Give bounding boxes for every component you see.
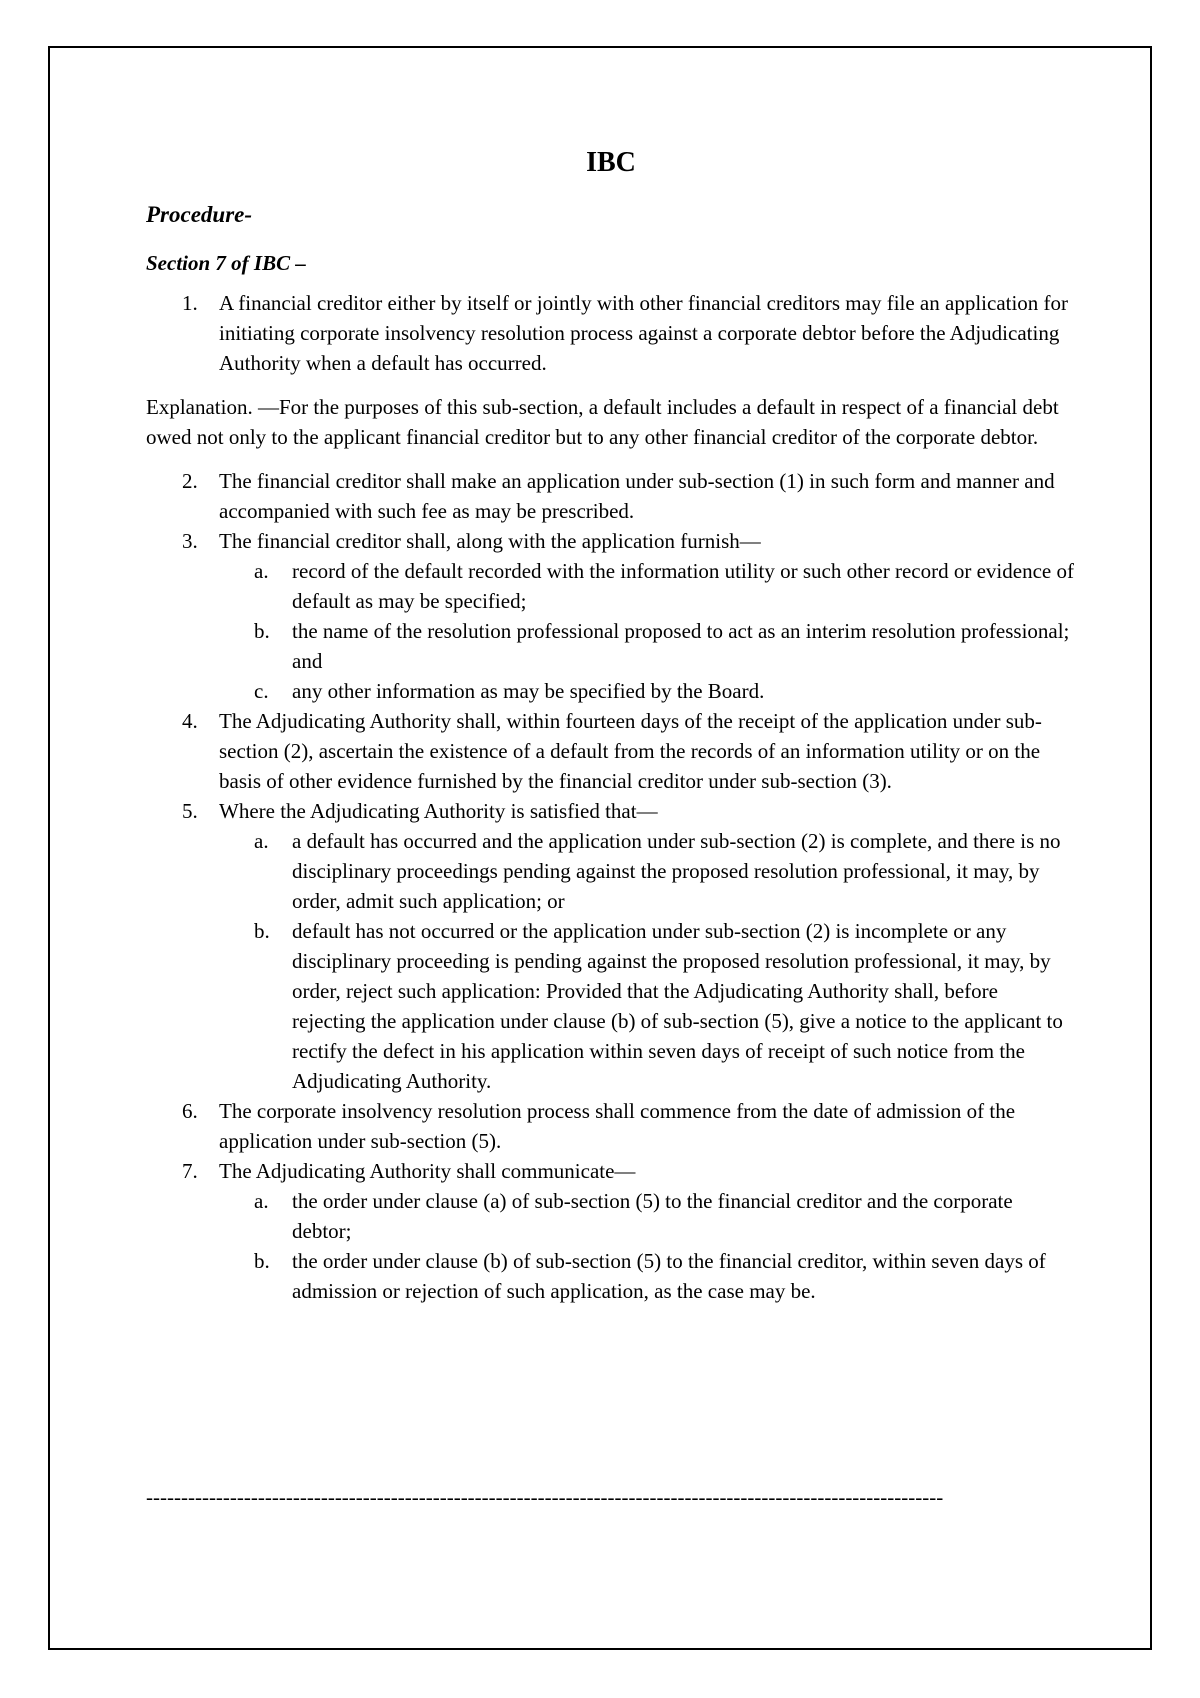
list-number: 6. — [182, 1099, 198, 1123]
list-item-text: The corporate insolvency resolution process shall commence from the date of admission of the application under sub-section (5). — [219, 1099, 1016, 1153]
sub-item-text: the order under clause (b) of sub-section (5) to the financial creditor, within seven days of admission or rejection of such application, as the case may be. — [292, 1249, 1046, 1303]
sub-item-5b — [146, 916, 1076, 1096]
list-item-text: The Adjudicating Authority shall communicate— — [219, 1159, 636, 1183]
list-number: 2. — [182, 469, 198, 493]
sub-letter: b. — [254, 919, 270, 943]
list-item-2 — [146, 466, 1076, 526]
sub-item-7b — [146, 1246, 1076, 1306]
sub-item-3c — [146, 676, 1076, 706]
sub-item-7a — [146, 1186, 1076, 1246]
sub-item-text: a default has occurred and the application under sub-section (2) is complete, and there is no disciplinary proceedings pending against the proposed resolution professional, it may, by order, admit such application; or — [292, 829, 1061, 913]
sub-item-3a — [146, 556, 1076, 616]
sub-letter: a. — [254, 829, 269, 853]
list-item-text: The financial creditor shall, along with the application furnish— — [219, 529, 761, 553]
list-item-text: The Adjudicating Authority shall, within fourteen days of the receipt of the application under sub-section (2), ascertain the existence of a default from the records of an information utility or on the basis of other evidence furnished by the financial creditor under sub-section (3). — [219, 709, 1042, 793]
list-item-5 — [146, 796, 1076, 826]
sub-item-text: any other information as may be specified by the Board. — [292, 679, 765, 703]
procedure-heading: Procedure- — [146, 202, 253, 227]
list-item-4 — [146, 706, 1076, 796]
list-item-text: A financial creditor either by itself or jointly with other financial creditors may file an application for initiating corporate insolvency resolution process against a corporate debtor before the Adjudicating Authority when a default has occurred. — [219, 291, 1069, 375]
list-number: 3. — [182, 529, 198, 553]
list-item-text: The financial creditor shall make an application under sub-section (1) in such form and manner and accompanied with such fee as may be prescribed. — [219, 469, 1055, 523]
sub-item-text: record of the default recorded with the information utility or such other record or evidence of default as may be specified; — [292, 559, 1074, 613]
list-item-1 — [146, 288, 1076, 378]
list-item-3 — [146, 526, 1076, 556]
sub-item-text: the order under clause (a) of sub-section (5) to the financial creditor and the corporate debtor; — [292, 1189, 1013, 1243]
list-item-text: Where the Adjudicating Authority is satisfied that— — [219, 799, 658, 823]
section-heading: Section 7 of IBC – — [146, 251, 306, 275]
list-item-7 — [146, 1156, 1076, 1186]
sub-letter: c. — [254, 679, 269, 703]
list-number: 5. — [182, 799, 198, 823]
explanation-paragraph: Explanation. —For the purposes of this sub-section, a default includes a default in respect of a financial debt owed not only to the applicant financial creditor but to any other financial creditor of the corporate debtor. — [146, 395, 1059, 449]
dashed-divider: ------------------------------------------------------------------------------------------------------------------ — [146, 1485, 944, 1509]
document-title: IBC — [586, 147, 636, 178]
sub-letter: a. — [254, 1189, 269, 1213]
list-number: 4. — [182, 709, 198, 733]
sub-letter: b. — [254, 619, 270, 643]
document-body — [146, 146, 1076, 1306]
sub-item-text: the name of the resolution professional proposed to act as an interim resolution professional; and — [292, 619, 1070, 673]
sub-letter: a. — [254, 559, 269, 583]
sub-item-3b — [146, 616, 1076, 676]
sub-letter: b. — [254, 1249, 270, 1273]
sub-item-text: default has not occurred or the application under sub-section (2) is incomplete or any disciplinary proceeding is pending against the proposed resolution professional, it may, by order, reject such application: Provided that the Adjudicating Authority shall, before rejecting the application under clause (b) of sub-section (5), give a notice to the applicant to rectify the defect in his application within seven days of receipt of such notice from the Adjudicating Authority. — [292, 919, 1063, 1093]
list-number: 7. — [182, 1159, 198, 1183]
list-item-6 — [146, 1096, 1076, 1156]
list-number: 1. — [182, 291, 198, 315]
sub-item-5a — [146, 826, 1076, 916]
